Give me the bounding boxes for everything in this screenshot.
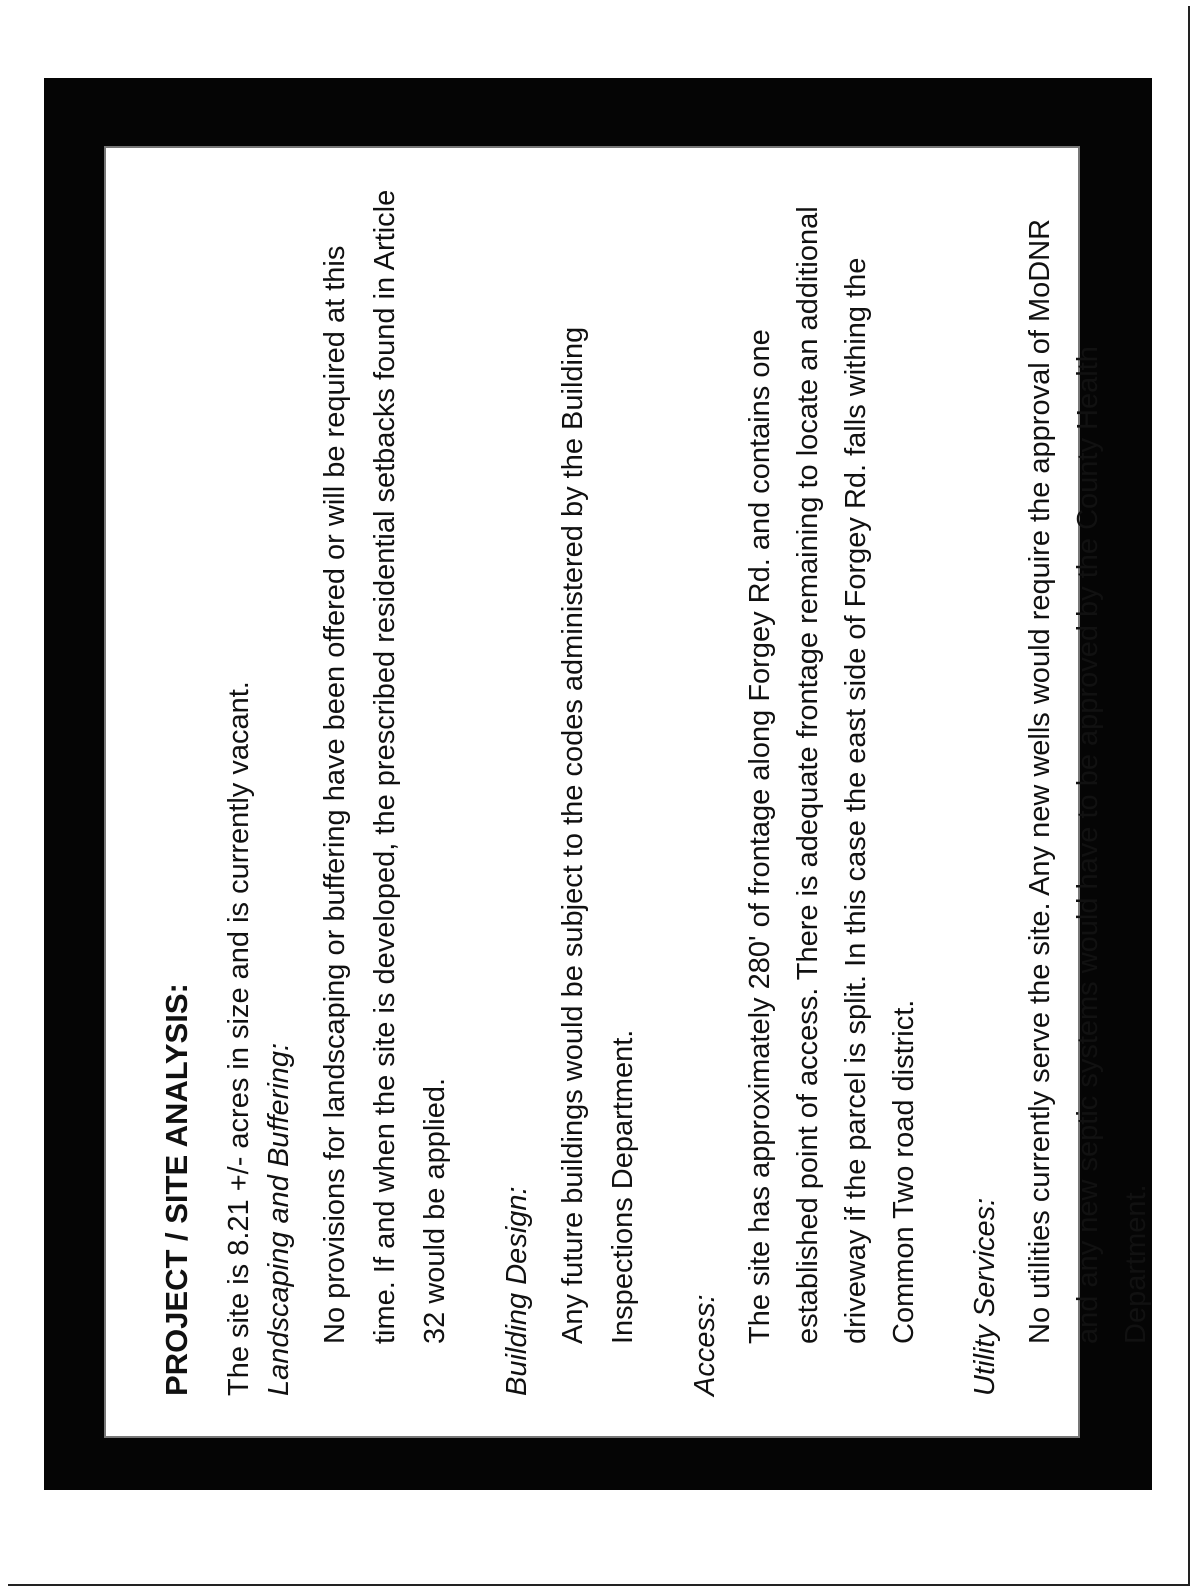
intro-text: The site is 8.21 +/- acres in size and is currently vacant. [223,681,255,1396]
slide-frame [44,78,1152,1490]
section-body-utility-services: No utilities currently serve the site. Any new wells would require the approval of MoDNR and any new septic systems would have to be approved by the County Health Department. [1024,218,1152,1344]
section-title-building-design: Building Design: [501,1186,533,1396]
section-title-utility-services: Utility Services: [969,1197,1001,1396]
section-body-access: The site has approximately 280' of frontage along Forgey Rd. and contains one established point of access. There is adequate frontage remaining to locate an additional driveway if the parcel is split. In this case the east side of Forgey Rd. falls withing the Common Two road district. [744,206,920,1344]
rotated-slide-text [106,148,1152,1440]
section-title-access: Access: [689,1294,721,1396]
section-body-building-design: Any future buildings would be subject to the codes administered by the Building Inspections Department. [557,326,639,1344]
section-body-landscaping: No provisions for landscaping or buffering have been offered or will be required at this time. If and when the site is developed, the prescribed residential setbacks found in Article 32 would be applied. [319,189,451,1344]
section-title-landscaping: Landscaping and Buffering: [263,1042,295,1396]
page-title: PROJECT / SITE ANALYSIS: [159,983,194,1396]
slide-content-area [104,146,1152,1438]
